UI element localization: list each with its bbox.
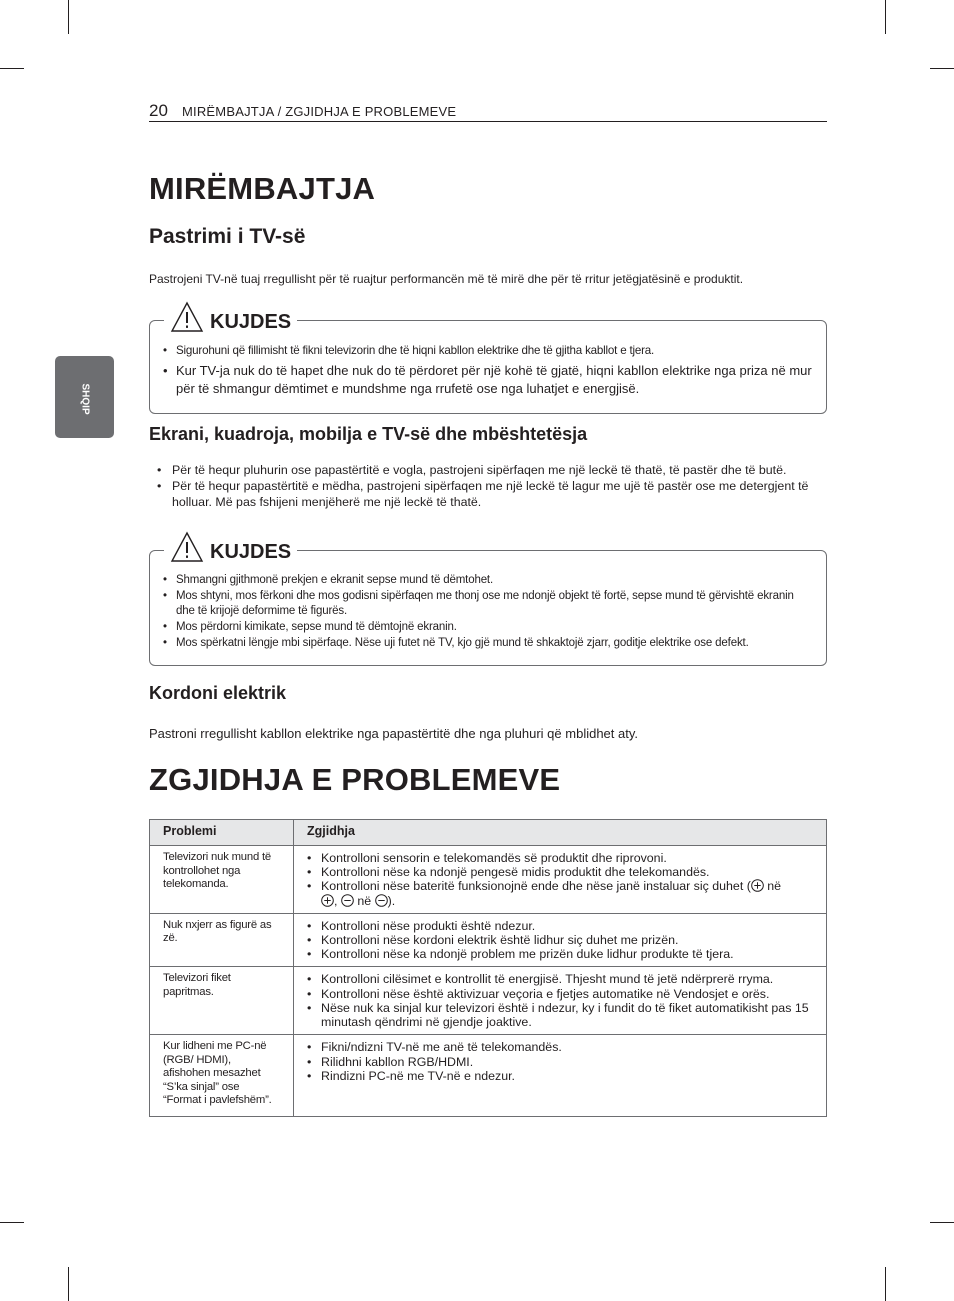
solution-item [307,879,814,907]
caution-header [164,527,297,563]
crop-mark [930,68,954,69]
list-item: • Për të hequr pluhurin ose papastërtitë e vogla, pastrojeni sipërfaqen me një leckë të thatë, të pastër dhe të butë. [157,462,827,478]
solution-item: • Kontrolloni nëse ka ndonjë pengesë midis produktit dhe telekomandës. [307,865,814,879]
solution-cell [294,913,827,967]
crop-mark [0,68,24,69]
caution-box [149,541,827,666]
solution-item: • Rilidhni kabllon RGB/HDMI. [307,1055,814,1069]
solution-item: • Kontrolloni nëse produkti është ndezur. [307,919,814,933]
crop-mark [0,1222,24,1223]
solution-item: • Kontrolloni nëse kordoni elektrik është lidhur siç duhet me prizën. [307,933,814,947]
table-header-row [150,820,827,846]
crop-mark [885,0,886,34]
table-row [150,1035,827,1117]
caution-item: • Mos spërkatni lëngje mbi sipërfaqe. Nëse uji futet në TV, kjo gjë mund të shkaktojë zjarr, goditje elektrike ose defekt. [163,636,814,652]
solution-item: • Kontrolloni sensorin e telekomandës së produktit dhe riprovoni. [307,851,814,865]
problem-cell: Televizori nuk mund të kontrollohet nga telekomanda. [150,846,294,914]
caution-item: • Mos shtyni, mos fërkoni dhe mos godisni sipërfaqen me thonj ose me ndonjë objekt të fortë, sepse mund të gërvishtë ekranin dhe të krijojë deformime të figurës. [163,589,814,620]
problem-cell: Nuk nxjerr as figurë as zë. [150,913,294,967]
caution-label: KUJDES [210,541,292,563]
maintenance-title: MIRËMBAJTJA [149,171,376,206]
crop-mark [885,1267,886,1301]
problem-cell: Kur lidheni me PC-në (RGB/ HDMI), afishohen mesazhet “S’ka sinjal” ose “Format i pavlefshëm”. [150,1035,294,1117]
plus-circle-icon [751,879,764,892]
crop-mark [68,1267,69,1301]
table-row [150,846,827,914]
solution-item: • Kontrolloni nëse është aktivizuar veçoria e fjetjes automatike në Vendosjet e orës. [307,987,814,1001]
troubleshooting-title: ZGJIDHJA E PROBLEMEVE [149,762,561,797]
solution-item: • Rindizni PC-në me TV-në e ndezur. [307,1069,814,1083]
solution-cell [294,967,827,1035]
column-header-solution: Zgjidhja [294,820,827,846]
list-item: • Për të hequr papastërtitë e mëdha, pastrojeni sipërfaqen me një leckë të lagur me ujë të pastër ose me detergjent të holluar. Më pas fshijeni menjëherë me një leckë të thatë. [157,478,827,510]
warning-triangle-icon [170,301,204,333]
crop-mark [68,0,69,34]
cleaning-intro: Pastrojeni TV-në tuaj rregullisht për të ruajtur performancën më të mirë dhe për të rritur jetëgjatësinë e produktit. [149,272,744,286]
screen-care-heading: Ekrani, kuadroja, mobilja e TV-së dhe mbështetësja [149,424,588,444]
caution-item: • Mos përdorni kimikate, sepse mund të dëmtojnë ekranin. [163,620,814,636]
solution-item: • Fikni/ndizni TV-në me anë të telekomandës. [307,1040,814,1054]
troubleshooting-table [149,819,827,1117]
header-divider [149,121,827,122]
caution-item: • Kur TV-ja nuk do të hapet dhe nuk do të përdoret për një kohë të gjatë, hiqni kabllon elektrike nga priza në mur për të shmangur dëmtimet e mundshme nga rrufetë ose nga luhatjet e energjisë. [163,362,814,398]
solution-item: • Nëse nuk ka sinjal kur televizori është i ndezur, ky i fundit do të fiket automatikisht pas 15 minutash qëndrimi në gjendje joaktive. [307,1001,814,1029]
running-title: MIRËMBAJTJA / ZGJIDHJA E PROBLEMEVE [182,104,457,119]
plus-circle-icon [321,894,334,907]
column-header-problem: Problemi [150,820,294,846]
minus-circle-icon [375,894,388,907]
battery-text-end: ). [387,893,396,908]
caution-box [149,311,827,414]
caution-label: KUJDES [210,311,292,333]
caution-item: • Sigurohuni që fillimisht të fikni televizorin dhe të hiqni kabllon elektrike dhe të gjitha kabllot e tjera. [163,343,814,358]
minus-circle-icon [341,894,354,907]
problem-cell: Televizori fiket papritmas. [150,967,294,1035]
power-cord-heading: Kordoni elektrik [149,683,287,703]
language-tab-label: SHQIP [79,383,91,415]
table-row [150,913,827,967]
warning-triangle-icon [170,531,204,563]
power-cord-text: Pastroni rregullisht kabllon elektrike nga papastërtitë dhe nga pluhuri që mblidhet aty. [149,726,638,741]
battery-text-sep: , [334,893,341,908]
solution-cell [294,846,827,914]
battery-text-mid: në [763,879,782,894]
solution-cell [294,1035,827,1117]
battery-text-mid: në [353,893,375,908]
caution-item: • Shmangni gjithmonë prekjen e ekranit sepse mund të dëmtohet. [163,573,814,589]
table-row [150,967,827,1035]
page-number: 20 [149,101,168,120]
language-tab [55,356,114,438]
cleaning-heading: Pastrimi i TV-së [149,225,306,248]
solution-item: • Kontrolloni nëse ka ndonjë problem me prizën duke lidhur produkte të tjera. [307,947,814,961]
solution-item: • Kontrolloni cilësimet e kontrollit të energjisë. Thjesht mund të jetë ndërprerë rryma. [307,972,814,986]
caution-header [164,297,297,333]
crop-mark [930,1222,954,1223]
battery-text-start: Kontrolloni nëse bateritë funksionojnë ende dhe nëse janë instaluar siç duhet ( [321,879,751,894]
